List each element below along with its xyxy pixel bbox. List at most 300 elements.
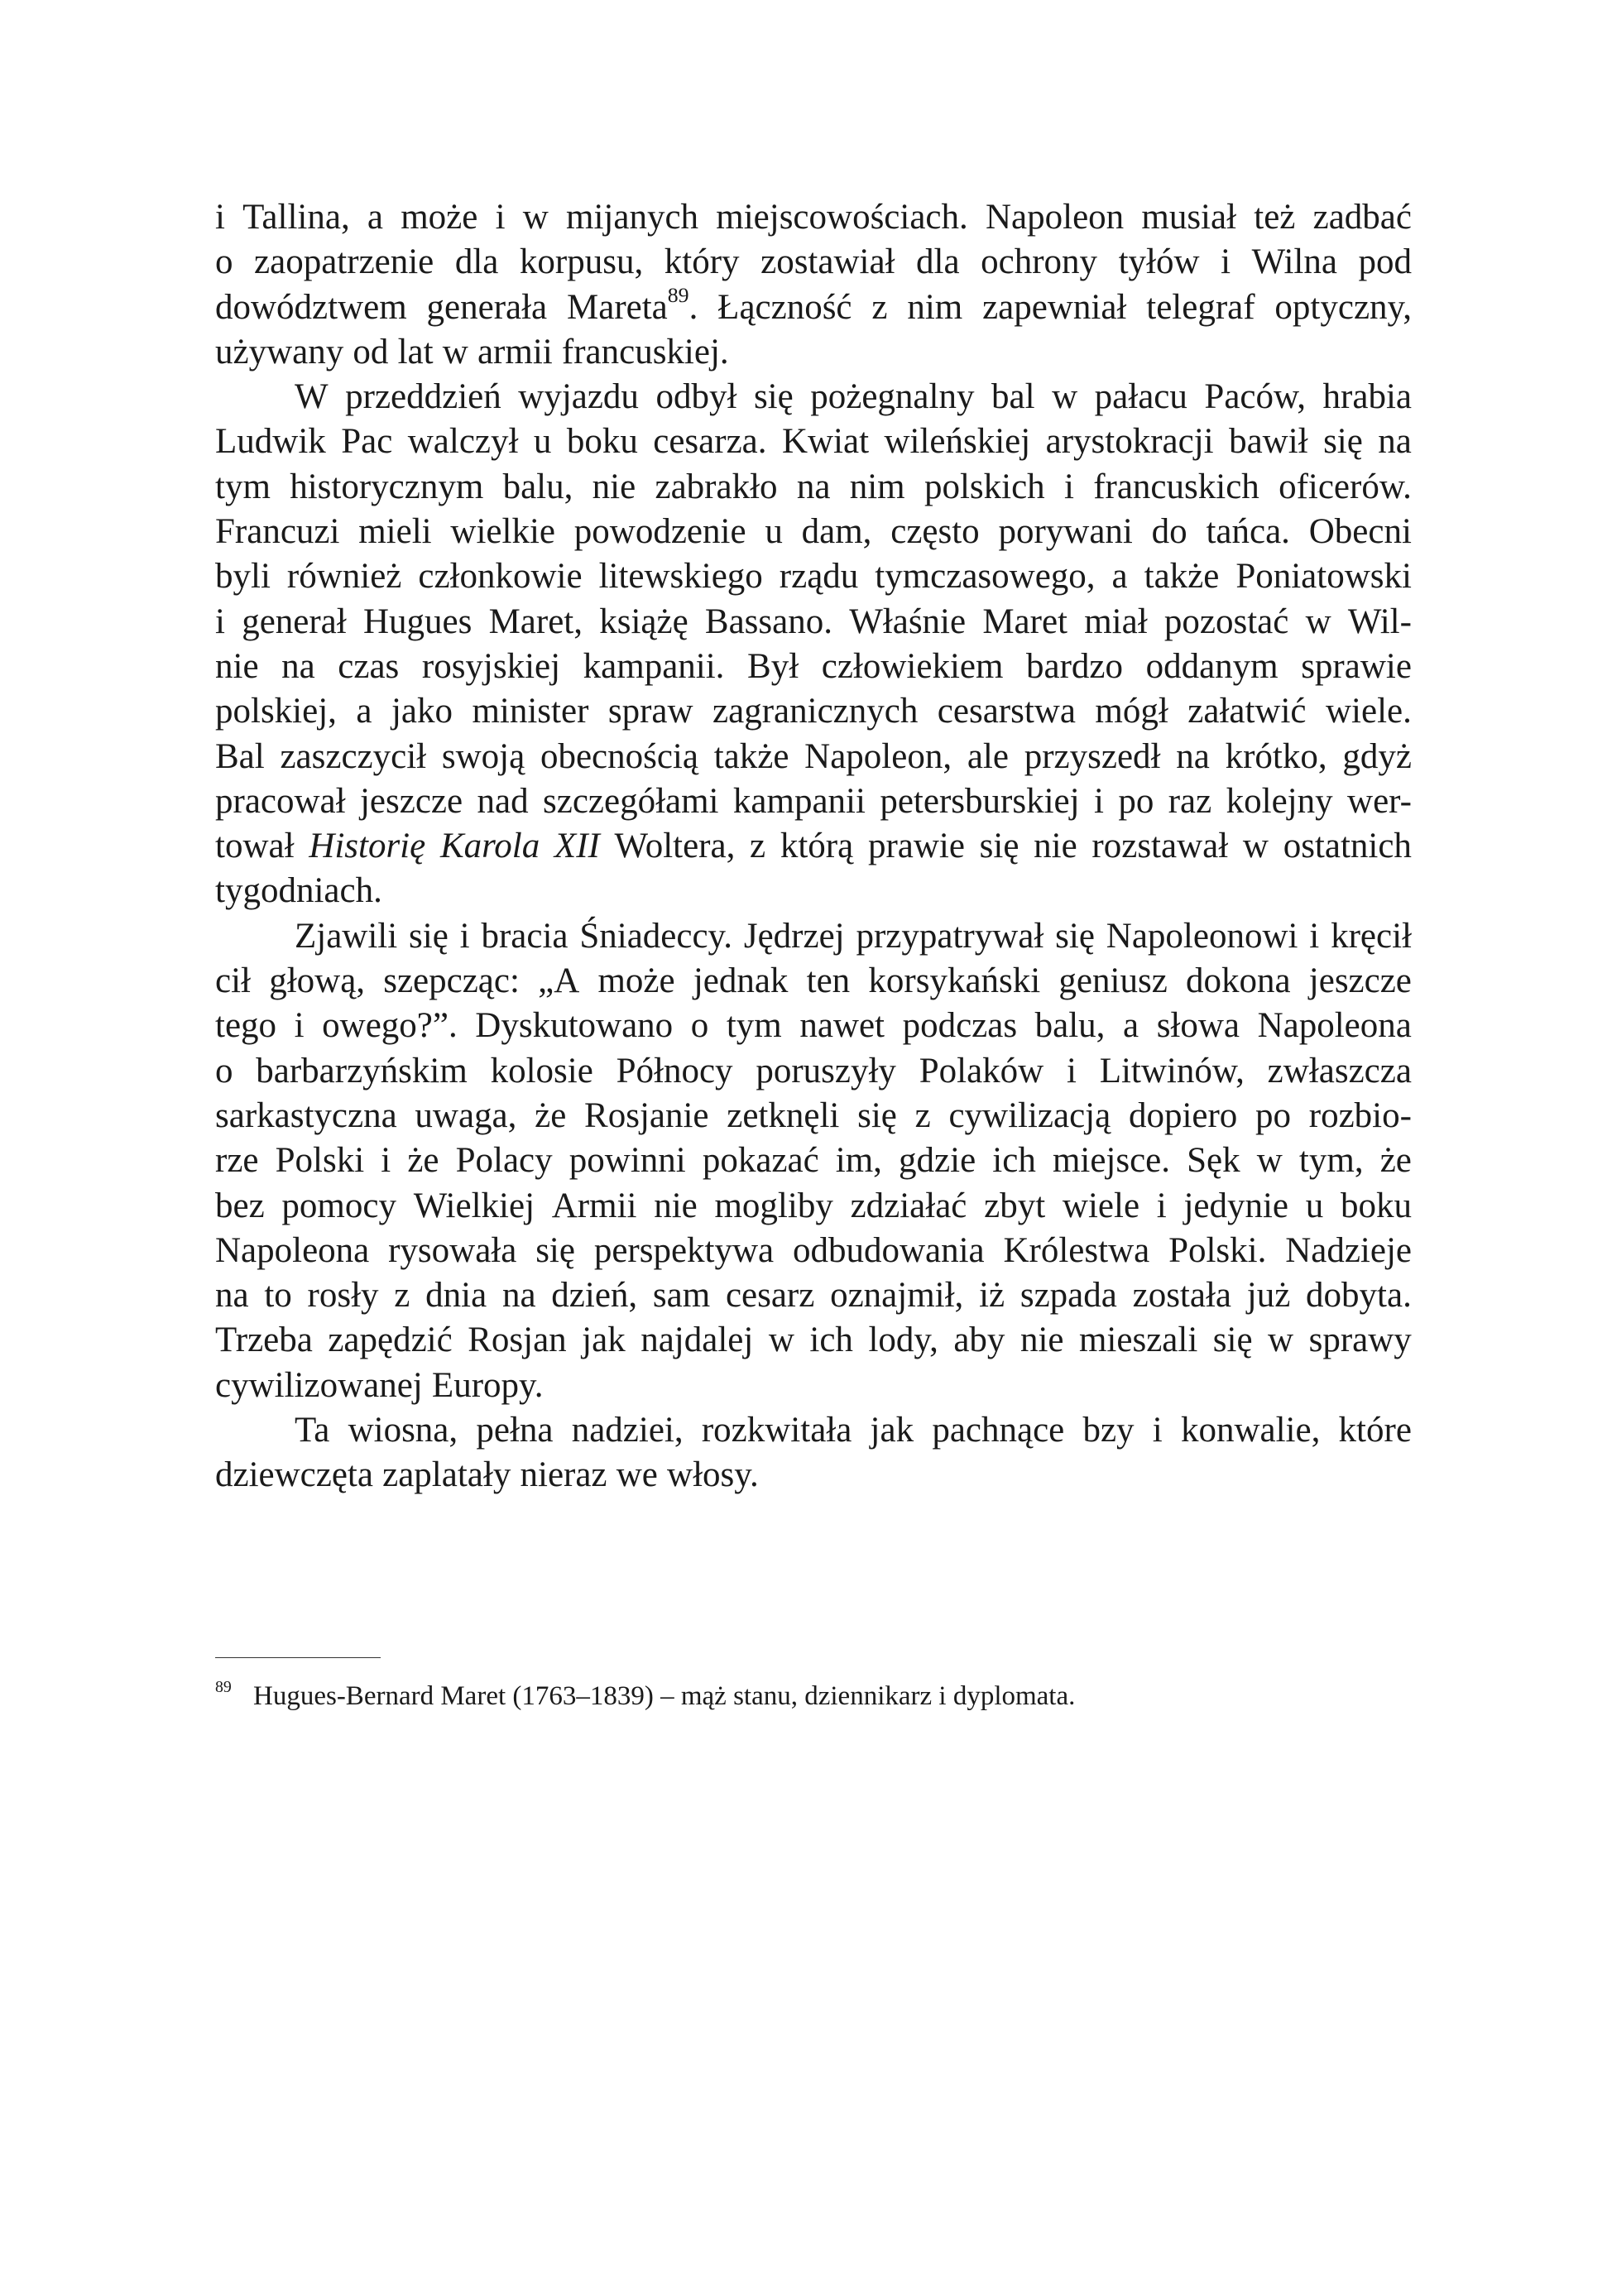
word: Był <box>747 646 799 686</box>
word: rozstawał <box>1091 827 1229 866</box>
word: miał <box>1084 602 1148 641</box>
word: jak <box>870 1411 914 1450</box>
word: tym, <box>1298 1141 1364 1181</box>
word: i <box>495 198 506 237</box>
word: oddanym <box>1145 646 1279 686</box>
word: zbyt <box>984 1186 1046 1225</box>
word: Rosjan <box>468 1321 567 1360</box>
word: dokona <box>1185 961 1291 1001</box>
word: mogliby <box>714 1186 833 1225</box>
word: wiosna, <box>348 1411 458 1450</box>
word: sam <box>652 1276 711 1316</box>
word: też <box>1254 198 1296 237</box>
word: że <box>407 1141 439 1181</box>
word: Królestwa <box>1003 1230 1150 1270</box>
word: Napoleona <box>215 1230 370 1270</box>
word: rosyjskiej <box>421 646 561 686</box>
word: i <box>1093 781 1104 821</box>
word: minister <box>472 692 589 731</box>
word: Historię <box>309 827 426 866</box>
word: gdyż <box>1342 736 1412 776</box>
word: hrabia <box>1322 377 1412 417</box>
word: się <box>1323 422 1363 462</box>
word: polskiej, <box>215 692 337 731</box>
word: Maret, <box>488 602 583 641</box>
word: Hugues <box>362 602 473 641</box>
text-line <box>215 600 1412 645</box>
word: bal <box>991 377 1035 417</box>
word: lat <box>397 332 434 371</box>
word: z <box>871 287 888 327</box>
word: Północy <box>616 1051 733 1090</box>
word: jeszcze <box>1308 961 1412 1001</box>
word: Polski. <box>1168 1230 1267 1270</box>
word: które <box>1338 1411 1412 1450</box>
word: francuskich <box>1093 467 1259 506</box>
word: i <box>381 1141 391 1181</box>
word: Pac <box>341 422 393 462</box>
word: generał <box>242 602 347 641</box>
word: u <box>765 512 783 552</box>
word: kolosie <box>490 1051 593 1090</box>
word: szczegółami <box>543 781 719 821</box>
word: na <box>796 467 831 506</box>
word: a <box>1123 1006 1139 1046</box>
word: głową, <box>269 961 366 1001</box>
word: „A <box>538 961 580 1001</box>
word: francuskiej. <box>561 332 729 371</box>
word: we <box>616 1455 658 1495</box>
text-line <box>215 1004 1412 1048</box>
word: zaopatrzenie <box>254 242 434 282</box>
word: rządu <box>779 557 859 597</box>
word: swoją <box>441 736 525 776</box>
word: wiele. <box>1326 692 1412 731</box>
word: zabrakło <box>655 467 778 506</box>
text-line <box>215 1138 1412 1183</box>
word: może <box>597 961 675 1001</box>
text-line <box>215 959 1412 1004</box>
word: jak <box>582 1321 626 1360</box>
word: W <box>295 377 329 417</box>
word: tymczasowego, <box>875 557 1096 597</box>
word: polskich <box>924 467 1045 506</box>
word: w <box>1052 377 1078 417</box>
word: bardzo <box>1026 646 1123 686</box>
word: petersburskiej <box>880 781 1080 821</box>
word: odbudowania <box>792 1230 985 1270</box>
text-line <box>215 1364 1412 1408</box>
word: uwaga, <box>415 1095 517 1135</box>
text-line <box>215 914 1412 959</box>
text-line <box>215 465 1412 510</box>
word: rosły <box>307 1276 379 1316</box>
word: używany <box>215 332 344 371</box>
word: Śniadeccy. <box>579 916 733 956</box>
word: w <box>1305 602 1331 641</box>
footnote-text: Hugues-Bernard Maret (1763–1839) – mąż stanu, dziennikarz i dyplomata. <box>253 1681 1076 1711</box>
word: dowództwem <box>215 287 407 327</box>
word: dam, <box>801 512 872 552</box>
word: po <box>1118 781 1154 821</box>
word: Ta <box>295 1411 330 1450</box>
word: się <box>1055 916 1095 956</box>
word: bzy <box>1082 1411 1135 1450</box>
word: porywani <box>998 512 1133 552</box>
word: tego <box>215 1006 277 1046</box>
word: mógł <box>1095 692 1168 731</box>
word: musiał <box>1141 198 1237 237</box>
word: iż <box>979 1276 1005 1316</box>
word: się <box>979 827 1019 866</box>
word: na <box>215 1276 249 1316</box>
word: dla <box>454 242 499 282</box>
word: o <box>690 1006 709 1046</box>
word: bracia <box>481 916 569 956</box>
word: się <box>409 916 449 956</box>
word: nim <box>907 287 963 327</box>
word: Właśnie <box>849 602 967 641</box>
word: w <box>1268 1321 1294 1360</box>
word: Napoleon, <box>804 736 952 776</box>
word: dnia <box>425 1276 487 1316</box>
word: pełna <box>476 1411 554 1450</box>
word: już <box>1246 1276 1291 1316</box>
word: cesarstwa <box>937 692 1076 731</box>
word: i <box>215 198 225 237</box>
word: a <box>367 198 384 237</box>
word: powodzenie <box>573 512 746 552</box>
word: sprawie <box>1301 646 1412 686</box>
word: często <box>890 512 980 552</box>
word: kampanii. <box>583 646 725 686</box>
word: przypatrywał <box>856 916 1044 956</box>
text-line <box>215 510 1412 554</box>
word: gdzie <box>899 1141 976 1181</box>
word: podczas <box>902 1006 1018 1046</box>
word: oznajmił, <box>830 1276 964 1316</box>
word: generała <box>426 287 548 327</box>
word: korsykański <box>868 961 1041 1001</box>
word: nie <box>1019 1321 1064 1360</box>
word: wileńskiej <box>884 422 1031 462</box>
word: zetknęli <box>727 1095 840 1135</box>
word: sarkastyczna <box>215 1095 397 1135</box>
word: optyczny, <box>1274 287 1412 327</box>
text-line <box>215 824 1412 869</box>
word: na <box>1378 422 1412 462</box>
word: tańca. <box>1206 512 1290 552</box>
word: mieli <box>358 512 432 552</box>
word: Polacy <box>455 1141 553 1181</box>
word: słowa <box>1156 1006 1240 1046</box>
word: u <box>533 422 552 462</box>
word: zagranicznych <box>712 692 919 731</box>
word: cił <box>215 961 251 1001</box>
word: Wielkiej <box>413 1186 535 1225</box>
text-line <box>215 285 1412 330</box>
word: pod <box>1358 242 1412 282</box>
word: Polaków <box>919 1051 1044 1090</box>
word: Bassano. <box>704 602 832 641</box>
word: balu, <box>502 467 573 506</box>
word: Jędrzej <box>743 916 845 956</box>
footnote <box>215 1678 1075 1718</box>
word: w <box>1256 1141 1283 1181</box>
word: i <box>1221 242 1231 282</box>
text-line <box>215 554 1412 599</box>
body-text <box>215 195 1412 1498</box>
word: Polski <box>275 1141 365 1181</box>
word: tygodniach. <box>215 871 382 911</box>
word: mieszali <box>1078 1321 1198 1360</box>
word: Wilna <box>1251 242 1337 282</box>
word: raz <box>1168 781 1212 821</box>
word: rze <box>215 1141 259 1181</box>
word: jeszcze <box>359 781 463 821</box>
word: szpada <box>1019 1276 1117 1316</box>
word: a <box>1111 557 1128 597</box>
word: tym <box>726 1006 782 1046</box>
word: aby <box>953 1321 1005 1360</box>
text-line <box>215 1049 1412 1094</box>
word: XII <box>554 827 600 866</box>
word: po <box>1255 1095 1292 1135</box>
word: że <box>1379 1141 1412 1181</box>
word: historycznym <box>290 467 484 506</box>
word: którą <box>780 827 854 866</box>
text-line <box>215 779 1412 824</box>
word: dzień, <box>551 1276 638 1316</box>
word: jako <box>391 692 453 731</box>
footnote-number: 89 <box>215 1678 232 1697</box>
word: i <box>1063 467 1074 506</box>
word: pokazać <box>702 1141 819 1181</box>
word: również <box>286 557 402 597</box>
word: Nadzieje <box>1285 1230 1412 1270</box>
word: Tallina, <box>242 198 350 237</box>
word: przeddzień <box>345 377 501 417</box>
word: barbarzyńskim <box>256 1051 468 1090</box>
word: konwalie, <box>1180 1411 1321 1450</box>
text-line <box>215 419 1412 464</box>
word: z <box>914 1095 931 1135</box>
word: ochrony <box>981 242 1098 282</box>
text-line <box>215 869 1412 913</box>
word: który <box>664 242 740 282</box>
word: ten <box>806 961 851 1001</box>
word: telegraf <box>1146 287 1255 327</box>
word: tował <box>215 827 295 866</box>
word: krótko, <box>1225 736 1327 776</box>
word: armii <box>477 332 553 371</box>
word: się <box>535 1230 575 1270</box>
word: do <box>1151 512 1187 552</box>
word: Łączność <box>717 287 852 327</box>
word: zaszczycił <box>280 736 427 776</box>
word: pomocy <box>281 1186 396 1225</box>
word: Obecni <box>1308 512 1412 552</box>
footnote-separator <box>215 1657 381 1658</box>
word: nieraz <box>520 1455 607 1495</box>
word: Europy. <box>431 1365 544 1405</box>
text-line <box>215 1184 1412 1229</box>
text-line <box>215 1318 1412 1363</box>
word: rysowała <box>388 1230 517 1270</box>
word: Woltera, <box>614 827 736 866</box>
word: jedynie <box>1183 1186 1289 1225</box>
word: lody, <box>868 1321 938 1360</box>
word: się <box>1212 1321 1253 1360</box>
word: boku <box>1341 1186 1412 1225</box>
word: na <box>501 1276 536 1316</box>
word: miejscowościach. <box>716 198 968 237</box>
word: w <box>442 332 468 371</box>
word: zadbać <box>1312 198 1412 237</box>
word: zapewniał <box>982 287 1127 327</box>
word: nie <box>215 646 259 686</box>
word: Napoleona <box>1257 1006 1412 1046</box>
word: najdalej <box>640 1321 754 1360</box>
text-line <box>215 1094 1412 1138</box>
word: załatwić <box>1187 692 1307 731</box>
word: ich <box>992 1141 1036 1181</box>
word: także <box>713 736 789 776</box>
word: wyjazdu <box>518 377 639 417</box>
word: i <box>294 1006 305 1046</box>
word: kręcił <box>1331 916 1412 956</box>
word: oficerów. <box>1279 467 1412 506</box>
word: w <box>522 198 549 237</box>
word: wielkie <box>450 512 555 552</box>
word: zwłaszcza <box>1267 1051 1412 1090</box>
text-line <box>215 1453 1412 1498</box>
word: nim <box>849 467 905 506</box>
word: Zjawili <box>295 916 398 956</box>
word: Mareta$^{89}$. <box>567 283 698 327</box>
word: nad <box>477 781 529 821</box>
word: rozkwitała <box>701 1411 852 1450</box>
word: i <box>1309 916 1320 956</box>
word: się <box>857 1095 897 1135</box>
word: o <box>215 1051 233 1090</box>
word: Armii <box>551 1186 637 1225</box>
word: powinni <box>569 1141 686 1181</box>
word: człowiekiem <box>821 646 1004 686</box>
word: od <box>353 332 389 371</box>
word: wiele <box>1062 1186 1140 1225</box>
word: się <box>753 377 794 417</box>
word: z <box>750 827 766 866</box>
word: zaplatały <box>382 1455 511 1495</box>
word: zostawiał <box>760 242 895 282</box>
word: Napoleonowi <box>1106 916 1298 956</box>
word: pachnące <box>932 1411 1065 1450</box>
word: perspektywa <box>593 1230 775 1270</box>
word: boku <box>566 422 638 462</box>
word: a <box>356 692 372 731</box>
word: w <box>768 1321 794 1360</box>
word: może <box>401 198 478 237</box>
word: bawił <box>1229 422 1308 462</box>
word: Maret <box>982 602 1067 641</box>
word: dziewczęta <box>215 1455 373 1495</box>
word: także <box>1144 557 1220 597</box>
word: nie <box>654 1186 698 1225</box>
word: Rosjanie <box>584 1095 709 1135</box>
word: bez <box>215 1186 265 1225</box>
word: geniusz <box>1058 961 1168 1001</box>
word: arystokracji <box>1045 422 1214 462</box>
word: pożegnalny <box>810 377 975 417</box>
word: w <box>1242 827 1269 866</box>
word: pozostać <box>1163 602 1289 641</box>
word: poruszyły <box>756 1051 896 1090</box>
word: szepcząc: <box>383 961 520 1001</box>
text-line <box>215 735 1412 779</box>
footnote-reference: 89 <box>667 283 689 308</box>
word: zdziałać <box>850 1186 967 1225</box>
word: rozbio- <box>1308 1095 1412 1135</box>
word: byli <box>215 557 271 597</box>
word: przyszedł <box>1024 736 1161 776</box>
word: owego?”. <box>322 1006 458 1046</box>
word: Ludwik <box>215 422 326 462</box>
word: dla <box>916 242 960 282</box>
word: nie <box>1034 827 1077 866</box>
word: i <box>1066 1051 1077 1090</box>
word: pracował <box>215 781 346 821</box>
word: Francuzi <box>215 512 340 552</box>
word: włosy. <box>667 1455 759 1495</box>
word: u <box>1305 1186 1324 1225</box>
word: pałacu <box>1094 377 1187 417</box>
word: Dyskutowano <box>475 1006 674 1046</box>
word: o <box>215 242 233 282</box>
word: i <box>215 602 225 641</box>
text-line <box>215 375 1412 419</box>
word: Bal <box>215 736 265 776</box>
word: Poniatowski <box>1235 557 1412 597</box>
text-line <box>215 689 1412 734</box>
word: ale <box>967 736 1009 776</box>
word: Sęk <box>1187 1141 1240 1181</box>
word: ich <box>809 1321 853 1360</box>
word: z <box>394 1276 410 1316</box>
word: Paców, <box>1204 377 1307 417</box>
word: cywilizacją <box>948 1095 1111 1135</box>
word: członkowie <box>418 557 583 597</box>
word: że <box>535 1095 567 1135</box>
word: wer- <box>1347 781 1412 821</box>
word: litewskiego <box>598 557 763 597</box>
word: mijanych <box>566 198 699 237</box>
word: miejsce. <box>1052 1141 1171 1181</box>
word: na <box>1176 736 1210 776</box>
word: nie <box>592 467 636 506</box>
word: i <box>1156 1186 1167 1225</box>
word: obecnością <box>540 736 698 776</box>
word: Litwinów, <box>1099 1051 1245 1090</box>
word: Karola <box>439 827 540 866</box>
word: i <box>459 916 470 956</box>
word: balu, <box>1034 1006 1106 1046</box>
word: Kwiat <box>781 422 870 462</box>
word: dopiero <box>1128 1095 1238 1135</box>
word: to <box>264 1276 292 1316</box>
text-line <box>215 1273 1412 1318</box>
word: cesarza. <box>653 422 767 462</box>
